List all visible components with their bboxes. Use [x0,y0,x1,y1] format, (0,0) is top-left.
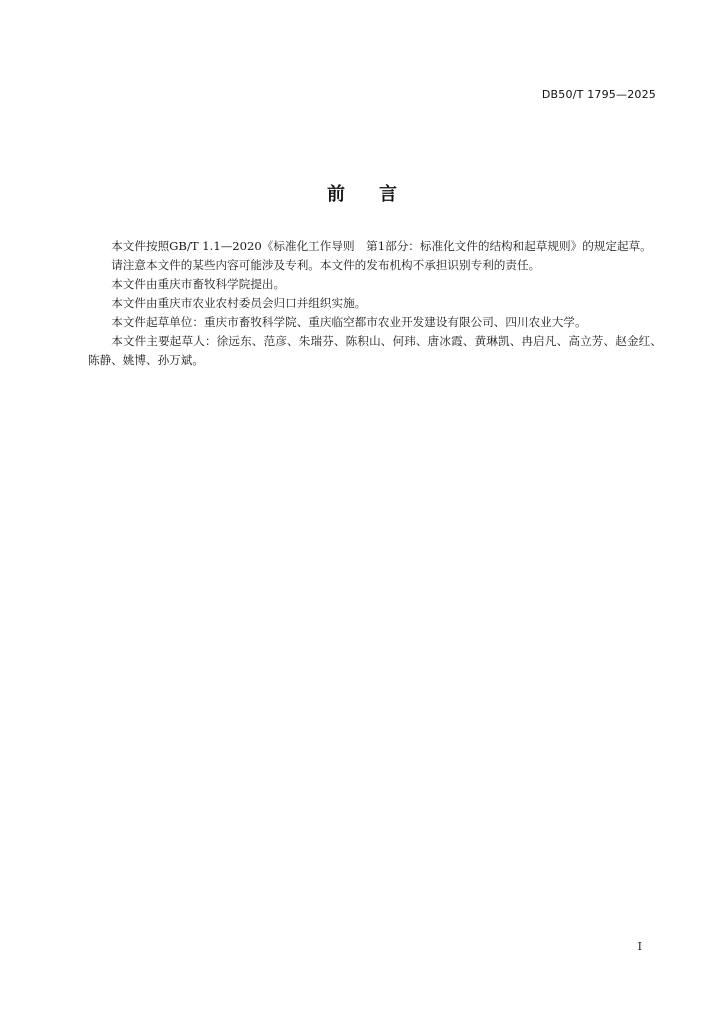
standard-code: DB50/T 1795—2025 [541,88,656,101]
paragraph-patent-notice: 请注意本文件的某些内容可能涉及专利。本文件的发布机构不承担识别专利的责任。 [111,258,541,272]
page-number: I [637,940,642,953]
section-title: 前言 [327,184,431,205]
paragraph-proposer: 本文件由重庆市畜牧科学院提出。 [111,277,286,291]
paragraph-administrator: 本文件由重庆市农业农村委员会归口并组织实施。 [111,296,367,310]
foreword-body [88,237,662,370]
paragraph-drafting-units: 本文件起草单位：重庆市畜牧科学院、重庆临空都市农业开发建设有限公司、四川农业大学。 [111,315,587,329]
paragraph-drafters: 本文件主要起草人：徐远东、范彦、朱瑞芬、陈积山、何玮、唐冰霞、黄琳凯、冉启凡、高立芳、赵金红、陈静、姚博、孙万斌。 [88,334,662,367]
paragraph-drafting-rules: 本文件按照GB/T 1.1—2020《标准化工作导则 第1部分：标准化文件的结构和起草规则》的规定起草。 [111,239,652,253]
